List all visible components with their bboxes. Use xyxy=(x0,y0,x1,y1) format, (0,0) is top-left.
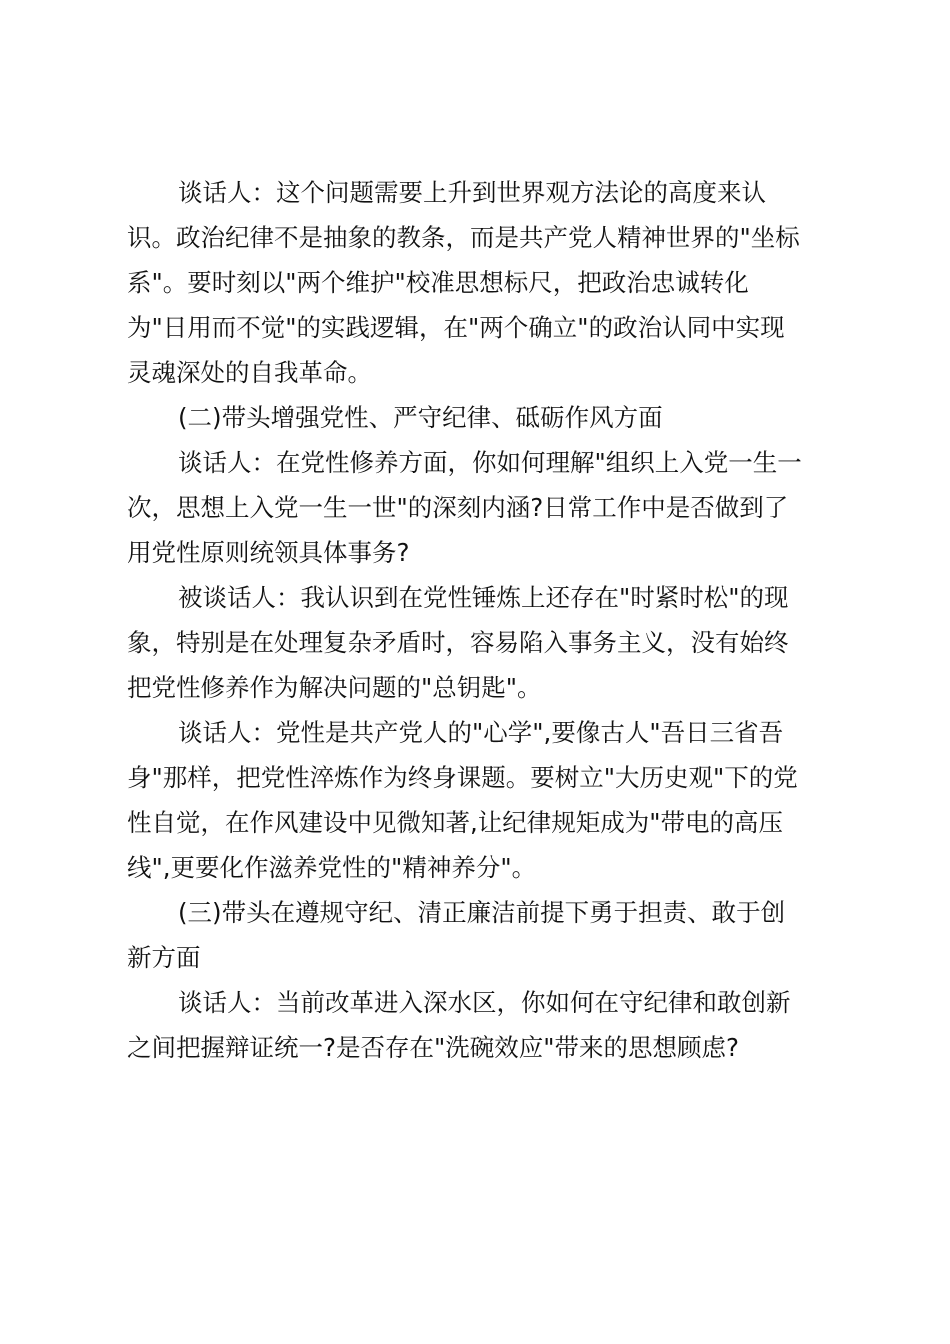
paragraph-line: 谈话人：这个问题需要上升到世界观方法论的高度来认 xyxy=(178,178,766,207)
paragraph-line: 识。政治纪律不是抽象的教条，而是共产党人精神世界的"坐标 xyxy=(127,223,800,252)
paragraph-line: 系"。要时刻以"两个维护"校准思想标尺，把政治忠诚转化 xyxy=(127,268,749,297)
section-heading: (二)带头增强党性、严守纪律、砥砺作风方面 xyxy=(178,403,663,432)
paragraph-line: 次，思想上入党一生一世"的深刻内涵?日常工作中是否做到了 xyxy=(127,493,789,522)
paragraph-line: 为"日用而不觉"的实践逻辑，在"两个确立"的政治认同中实现 xyxy=(127,313,785,342)
paragraph-line: 性自觉，在作风建设中见微知著,让纪律规矩成为"带电的高压 xyxy=(127,808,784,837)
paragraph-line: 灵魂深处的自我革命。 xyxy=(127,358,372,387)
paragraph-line: 用党性原则统领具体事务? xyxy=(127,538,410,567)
section-heading-continuation: 新方面 xyxy=(127,943,201,972)
paragraph-line: 把党性修养作为解决问题的"总钥匙"。 xyxy=(127,673,542,702)
paragraph-line: 身"那样，把党性淬炼作为终身课题。要树立"大历史观"下的党 xyxy=(127,763,798,792)
paragraph-line: 之间把握辩证统一?是否存在"洗碗效应"带来的思想顾虑? xyxy=(127,1033,740,1062)
paragraph-line: 被谈话人：我认识到在党性锤炼上还存在"时紧时松"的现 xyxy=(178,583,789,612)
paragraph-line: 谈话人：当前改革进入深水区，你如何在守纪律和敢创新 xyxy=(178,988,791,1017)
section-heading: (三)带头在遵规守纪、清正廉洁前提下勇于担责、敢于创 xyxy=(178,898,786,927)
paragraph-line: 谈话人：党性是共产党人的"心学",要像古人"吾日三省吾 xyxy=(178,718,784,747)
paragraph-line: 线",更要化作滋养党性的"精神养分"。 xyxy=(127,853,537,882)
paragraph-line: 谈话人：在党性修养方面，你如何理解"组织上入党一生一 xyxy=(178,448,802,477)
paragraph-line: 象，特别是在处理复杂矛盾时，容易陷入事务主义，没有始终 xyxy=(127,628,789,657)
document-body xyxy=(127,170,827,1070)
